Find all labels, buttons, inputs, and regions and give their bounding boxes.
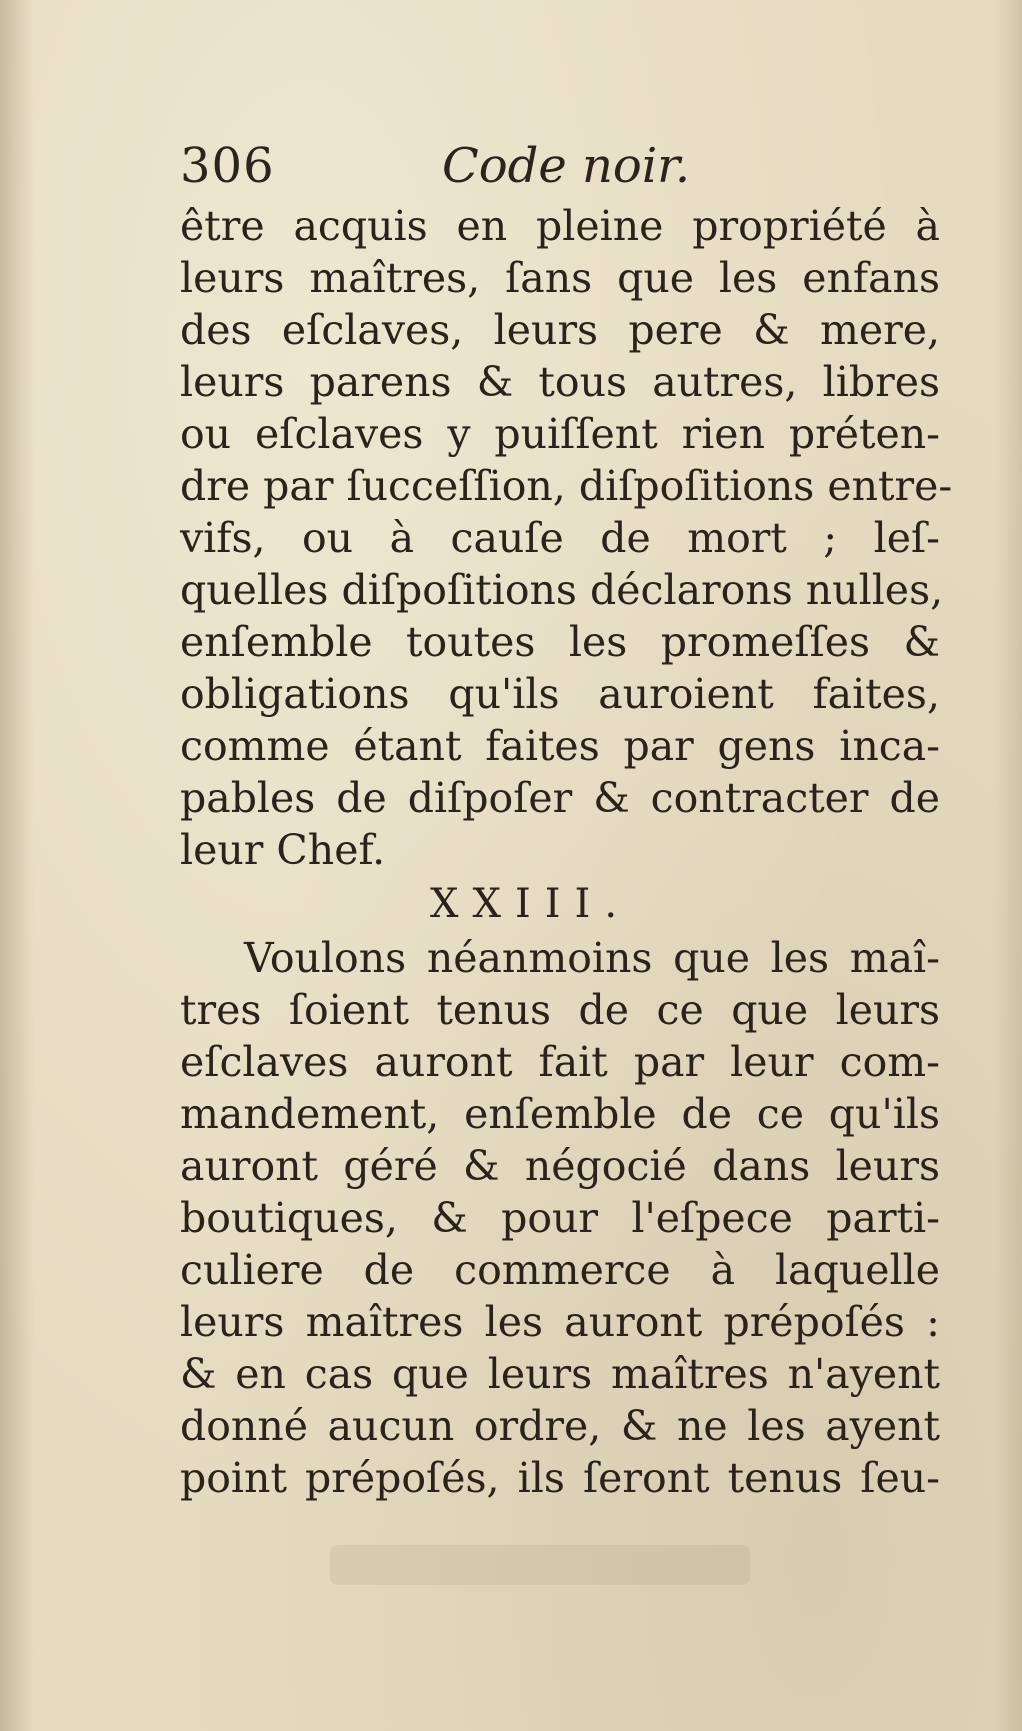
text-line: enſemble toutes les promeſſes & xyxy=(180,618,940,666)
text-line: dre par ſucceſſion, diſpoſitions entre- xyxy=(180,462,953,510)
text-line: leur Chef. xyxy=(180,826,386,874)
text-line: obligations qu'ils auroient faites, xyxy=(180,670,940,718)
text-line: vifs, ou à cauſe de mort ; leſ- xyxy=(180,514,940,562)
article-heading: XXIII. xyxy=(430,881,632,927)
text-line: leurs maîtres, ſans que les enfans xyxy=(180,254,940,302)
text-line: leurs maîtres les auront prépoſés : xyxy=(180,1298,940,1346)
text-line: culiere de commerce à laquelle xyxy=(180,1246,940,1294)
text-line: quelles diſpoſitions déclarons nulles, xyxy=(180,566,944,614)
page-number: 306 xyxy=(180,138,275,194)
text-line: être acquis en pleine propriété à xyxy=(180,202,940,250)
text-line: pables de diſpoſer & contracter de xyxy=(180,774,940,822)
page-text xyxy=(180,200,953,1504)
text-line: ou eſclaves y puiſſent rien préten- xyxy=(180,410,940,458)
page-edge-shadow-right xyxy=(994,0,1022,1731)
text-line: boutiques, & pour l'eſpece parti- xyxy=(180,1194,940,1242)
text-line: mandement, enſemble de ce qu'ils xyxy=(180,1090,940,1138)
running-title: Code noir. xyxy=(442,138,691,194)
text-line: des eſclaves, leurs pere & mere, xyxy=(180,306,940,354)
text-line: donné aucun ordre, & ne les ayent xyxy=(180,1402,940,1450)
page-edge-shadow-left xyxy=(0,0,34,1731)
text-line: auront géré & négocié dans leurs xyxy=(180,1142,940,1190)
text-line: eſclaves auront fait par leur com- xyxy=(180,1038,940,1086)
text-line: tres ſoient tenus de ce que leurs xyxy=(180,986,940,1034)
text-line: point prépoſés, ils ſeront tenus ſeu- xyxy=(180,1454,940,1502)
text-line: leurs parens & tous autres, libres xyxy=(180,358,940,406)
text-line: comme étant faites par gens inca- xyxy=(180,722,940,770)
text-line: Voulons néanmoins que les maî- xyxy=(244,934,940,982)
ink-show-through xyxy=(330,1545,750,1585)
running-header xyxy=(180,130,920,200)
text-line: & en cas que leurs maîtres n'ayent xyxy=(180,1350,940,1398)
